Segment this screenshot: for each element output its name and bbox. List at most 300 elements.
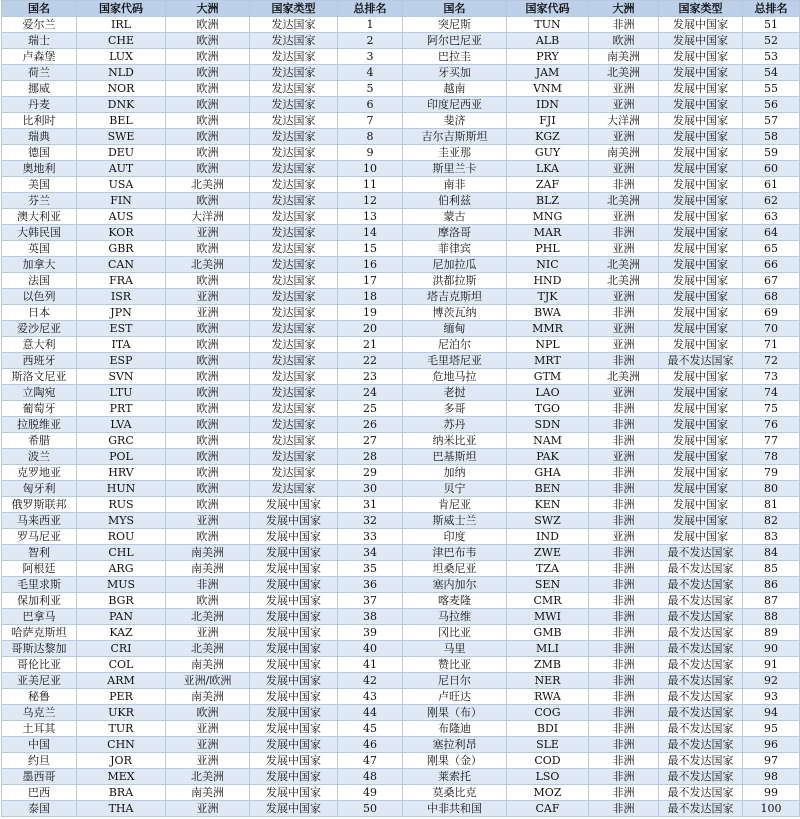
continent-cell: 非洲 [166, 577, 250, 593]
country-code-cell: BEN [507, 481, 589, 497]
table-row [2, 33, 800, 49]
rank-cell: 6 [338, 97, 403, 113]
country-name-cell: 塞内加尔 [403, 577, 507, 593]
country-type-cell: 发展中国家 [659, 273, 743, 289]
country-type-cell: 发达国家 [250, 337, 338, 353]
country-type-cell: 发达国家 [250, 145, 338, 161]
country-name-cell: 赞比亚 [403, 657, 507, 673]
country-code-cell: UKR [77, 705, 166, 721]
rank-cell: 84 [743, 545, 800, 561]
country-code-cell: TUN [507, 17, 589, 33]
table-row [2, 641, 800, 657]
table-row [2, 49, 800, 65]
rank-cell: 14 [338, 225, 403, 241]
country-code-cell: COG [507, 705, 589, 721]
header-row [2, 1, 800, 17]
table-row [2, 337, 800, 353]
country-type-cell: 最不发达国家 [659, 545, 743, 561]
rank-cell: 32 [338, 513, 403, 529]
table-row [2, 209, 800, 225]
country-name-cell: 罗马尼亚 [2, 529, 77, 545]
country-name-cell: 卢旺达 [403, 689, 507, 705]
country-name-cell: 爱尔兰 [2, 17, 77, 33]
country-code-cell: ARM [77, 673, 166, 689]
rank-cell: 2 [338, 33, 403, 49]
country-type-cell: 发达国家 [250, 353, 338, 369]
continent-cell: 欧洲 [589, 33, 659, 49]
table-row [2, 609, 800, 625]
rank-cell: 20 [338, 321, 403, 337]
country-type-cell: 发展中国家 [250, 657, 338, 673]
continent-cell: 非洲 [589, 481, 659, 497]
country-type-cell: 发展中国家 [659, 161, 743, 177]
rank-cell: 81 [743, 497, 800, 513]
table-row [2, 225, 800, 241]
country-type-cell: 发展中国家 [250, 801, 338, 817]
rank-cell: 74 [743, 385, 800, 401]
rank-cell: 62 [743, 193, 800, 209]
country-type-cell: 发达国家 [250, 161, 338, 177]
continent-cell: 欧洲 [166, 193, 250, 209]
country-name-cell: 印度尼西亚 [403, 97, 507, 113]
continent-cell: 非洲 [589, 513, 659, 529]
rank-cell: 57 [743, 113, 800, 129]
table-row [2, 577, 800, 593]
country-code-cell: CHE [77, 33, 166, 49]
country-name-cell: 尼加拉瓜 [403, 257, 507, 273]
country-code-cell: COD [507, 753, 589, 769]
table-row [2, 673, 800, 689]
continent-cell: 亚洲 [166, 225, 250, 241]
rank-cell: 73 [743, 369, 800, 385]
rank-cell: 30 [338, 481, 403, 497]
continent-cell: 欧洲 [166, 113, 250, 129]
country-name-cell: 乌克兰 [2, 705, 77, 721]
country-code-cell: MEX [77, 769, 166, 785]
country-type-cell: 最不发达国家 [659, 593, 743, 609]
continent-cell: 亚洲 [166, 721, 250, 737]
continent-cell: 亚洲 [166, 305, 250, 321]
table-row [2, 545, 800, 561]
country-type-cell: 最不发达国家 [659, 705, 743, 721]
country-type-cell: 发展中国家 [659, 129, 743, 145]
rank-cell: 95 [743, 721, 800, 737]
country-type-cell: 发展中国家 [250, 785, 338, 801]
country-code-cell: JOR [77, 753, 166, 769]
country-name-cell: 南非 [403, 177, 507, 193]
country-name-cell: 葡萄牙 [2, 401, 77, 417]
rank-cell: 24 [338, 385, 403, 401]
country-code-cell: SWE [77, 129, 166, 145]
country-code-cell: PRY [507, 49, 589, 65]
country-type-cell: 发展中国家 [659, 81, 743, 97]
continent-cell: 欧洲 [166, 321, 250, 337]
country-code-cell: NIC [507, 257, 589, 273]
continent-cell: 欧洲 [166, 417, 250, 433]
rank-cell: 43 [338, 689, 403, 705]
rank-cell: 26 [338, 417, 403, 433]
country-type-cell: 发展中国家 [659, 321, 743, 337]
country-type-cell: 发达国家 [250, 17, 338, 33]
country-type-cell: 发展中国家 [659, 289, 743, 305]
country-type-cell: 发达国家 [250, 193, 338, 209]
continent-cell: 欧洲 [166, 401, 250, 417]
country-name-cell: 大韩民国 [2, 225, 77, 241]
country-code-cell: TZA [507, 561, 589, 577]
country-type-cell: 最不发达国家 [659, 641, 743, 657]
continent-cell: 非洲 [589, 561, 659, 577]
country-name-cell: 英国 [2, 241, 77, 257]
country-type-cell: 发达国家 [250, 225, 338, 241]
continent-cell: 亚洲 [589, 449, 659, 465]
continent-cell: 亚洲 [589, 289, 659, 305]
country-type-cell: 最不发达国家 [659, 673, 743, 689]
country-type-cell: 发展中国家 [659, 209, 743, 225]
country-name-cell: 蒙古 [403, 209, 507, 225]
country-code-cell: CMR [507, 593, 589, 609]
country-name-cell: 西班牙 [2, 353, 77, 369]
country-code-cell: PHL [507, 241, 589, 257]
country-type-cell: 发达国家 [250, 401, 338, 417]
continent-cell: 欧洲 [166, 33, 250, 49]
table-row [2, 769, 800, 785]
country-code-cell: NER [507, 673, 589, 689]
header-country-name: 国名 [2, 1, 77, 17]
country-type-cell: 发达国家 [250, 241, 338, 257]
rank-cell: 71 [743, 337, 800, 353]
country-code-cell: JAM [507, 65, 589, 81]
country-ranking-table [1, 0, 800, 817]
country-name-cell: 斯威士兰 [403, 513, 507, 529]
rank-cell: 87 [743, 593, 800, 609]
country-type-cell: 最不发达国家 [659, 801, 743, 817]
rank-cell: 34 [338, 545, 403, 561]
country-name-cell: 伯利兹 [403, 193, 507, 209]
rank-cell: 25 [338, 401, 403, 417]
country-type-cell: 发展中国家 [659, 65, 743, 81]
table-row [2, 65, 800, 81]
country-code-cell: ZAF [507, 177, 589, 193]
country-code-cell: FJI [507, 113, 589, 129]
country-code-cell: FIN [77, 193, 166, 209]
country-type-cell: 发展中国家 [659, 193, 743, 209]
country-type-cell: 发展中国家 [250, 753, 338, 769]
country-name-cell: 毛里塔尼亚 [403, 353, 507, 369]
continent-cell: 欧洲 [166, 65, 250, 81]
country-code-cell: NLD [77, 65, 166, 81]
continent-cell: 北美洲 [589, 257, 659, 273]
country-name-cell: 约旦 [2, 753, 77, 769]
header-continent: 大洲 [589, 1, 659, 17]
country-code-cell: CAF [507, 801, 589, 817]
country-name-cell: 摩洛哥 [403, 225, 507, 241]
rank-cell: 76 [743, 417, 800, 433]
country-name-cell: 爱沙尼亚 [2, 321, 77, 337]
rank-cell: 41 [338, 657, 403, 673]
country-name-cell: 巴西 [2, 785, 77, 801]
country-name-cell: 阿尔巴尼亚 [403, 33, 507, 49]
rank-cell: 94 [743, 705, 800, 721]
country-name-cell: 俄罗斯联邦 [2, 497, 77, 513]
country-type-cell: 最不发达国家 [659, 657, 743, 673]
continent-cell: 欧洲 [166, 465, 250, 481]
country-code-cell: GUY [507, 145, 589, 161]
country-code-cell: GHA [507, 465, 589, 481]
country-code-cell: CHL [77, 545, 166, 561]
rank-cell: 60 [743, 161, 800, 177]
rank-cell: 11 [338, 177, 403, 193]
country-type-cell: 发展中国家 [659, 513, 743, 529]
country-type-cell: 最不发达国家 [659, 689, 743, 705]
rank-cell: 66 [743, 257, 800, 273]
country-code-cell: BGR [77, 593, 166, 609]
country-code-cell: LUX [77, 49, 166, 65]
country-type-cell: 发展中国家 [659, 337, 743, 353]
continent-cell: 非洲 [589, 785, 659, 801]
country-code-cell: GRC [77, 433, 166, 449]
continent-cell: 非洲 [589, 673, 659, 689]
country-code-cell: CRI [77, 641, 166, 657]
continent-cell: 欧洲 [166, 433, 250, 449]
country-type-cell: 发达国家 [250, 305, 338, 321]
country-code-cell: GTM [507, 369, 589, 385]
country-code-cell: PAN [77, 609, 166, 625]
country-code-cell: GBR [77, 241, 166, 257]
rank-cell: 29 [338, 465, 403, 481]
country-type-cell: 发展中国家 [659, 497, 743, 513]
country-name-cell: 卢森堡 [2, 49, 77, 65]
rank-cell: 93 [743, 689, 800, 705]
country-type-cell: 发展中国家 [659, 49, 743, 65]
country-name-cell: 加拿大 [2, 257, 77, 273]
country-type-cell: 发展中国家 [659, 433, 743, 449]
continent-cell: 非洲 [589, 577, 659, 593]
country-type-cell: 发达国家 [250, 273, 338, 289]
rank-cell: 100 [743, 801, 800, 817]
continent-cell: 大洋洲 [166, 209, 250, 225]
country-code-cell: PRT [77, 401, 166, 417]
continent-cell: 欧洲 [166, 17, 250, 33]
country-name-cell: 菲律宾 [403, 241, 507, 257]
continent-cell: 非洲 [589, 465, 659, 481]
table-row [2, 17, 800, 33]
table-row [2, 273, 800, 289]
country-code-cell: ARG [77, 561, 166, 577]
continent-cell: 欧洲 [166, 161, 250, 177]
header-continent: 大洲 [166, 1, 250, 17]
rank-cell: 18 [338, 289, 403, 305]
country-name-cell: 德国 [2, 145, 77, 161]
country-type-cell: 发达国家 [250, 321, 338, 337]
table-row [2, 401, 800, 417]
header-overall-rank: 总排名 [338, 1, 403, 17]
continent-cell: 亚洲 [589, 321, 659, 337]
country-name-cell: 墨西哥 [2, 769, 77, 785]
country-code-cell: DEU [77, 145, 166, 161]
continent-cell: 北美洲 [166, 257, 250, 273]
country-code-cell: IDN [507, 97, 589, 113]
country-type-cell: 发展中国家 [250, 641, 338, 657]
continent-cell: 南美洲 [166, 561, 250, 577]
country-name-cell: 毛里求斯 [2, 577, 77, 593]
country-name-cell: 哥伦比亚 [2, 657, 77, 673]
rank-cell: 59 [743, 145, 800, 161]
rank-cell: 55 [743, 81, 800, 97]
country-code-cell: USA [77, 177, 166, 193]
rank-cell: 78 [743, 449, 800, 465]
country-code-cell: BLZ [507, 193, 589, 209]
rank-cell: 22 [338, 353, 403, 369]
table-row [2, 289, 800, 305]
table-row [2, 193, 800, 209]
rank-cell: 50 [338, 801, 403, 817]
country-name-cell: 哥斯达黎加 [2, 641, 77, 657]
rank-cell: 19 [338, 305, 403, 321]
rank-cell: 85 [743, 561, 800, 577]
rank-cell: 28 [338, 449, 403, 465]
continent-cell: 亚洲 [589, 97, 659, 113]
table-row [2, 241, 800, 257]
country-type-cell: 发展中国家 [659, 241, 743, 257]
rank-cell: 38 [338, 609, 403, 625]
continent-cell: 非洲 [589, 177, 659, 193]
continent-cell: 南美洲 [589, 49, 659, 65]
country-type-cell: 发展中国家 [250, 513, 338, 529]
country-type-cell: 发达国家 [250, 433, 338, 449]
country-name-cell: 丹麦 [2, 97, 77, 113]
rank-cell: 39 [338, 625, 403, 641]
country-code-cell: MWI [507, 609, 589, 625]
country-type-cell: 发展中国家 [250, 593, 338, 609]
continent-cell: 非洲 [589, 17, 659, 33]
country-code-cell: SWZ [507, 513, 589, 529]
country-name-cell: 泰国 [2, 801, 77, 817]
rank-cell: 98 [743, 769, 800, 785]
country-name-cell: 土耳其 [2, 721, 77, 737]
table-row [2, 385, 800, 401]
country-type-cell: 发展中国家 [659, 305, 743, 321]
country-type-cell: 发展中国家 [659, 417, 743, 433]
country-type-cell: 最不发达国家 [659, 737, 743, 753]
continent-cell: 亚洲 [589, 385, 659, 401]
country-name-cell: 尼日尔 [403, 673, 507, 689]
country-code-cell: CHN [77, 737, 166, 753]
country-type-cell: 发展中国家 [250, 625, 338, 641]
continent-cell: 北美洲 [589, 273, 659, 289]
rank-cell: 90 [743, 641, 800, 657]
continent-cell: 南美洲 [166, 545, 250, 561]
header-country-type: 国家类型 [250, 1, 338, 17]
country-code-cell: AUS [77, 209, 166, 225]
table-row [2, 129, 800, 145]
rank-cell: 64 [743, 225, 800, 241]
country-name-cell: 纳米比亚 [403, 433, 507, 449]
continent-cell: 亚洲 [166, 753, 250, 769]
country-code-cell: JPN [77, 305, 166, 321]
country-code-cell: ISR [77, 289, 166, 305]
country-type-cell: 发展中国家 [659, 449, 743, 465]
continent-cell: 亚洲 [166, 289, 250, 305]
continent-cell: 非洲 [589, 737, 659, 753]
country-type-cell: 发展中国家 [250, 561, 338, 577]
rank-cell: 75 [743, 401, 800, 417]
continent-cell: 欧洲 [166, 369, 250, 385]
country-name-cell: 肯尼亚 [403, 497, 507, 513]
rank-cell: 13 [338, 209, 403, 225]
country-code-cell: NPL [507, 337, 589, 353]
country-name-cell: 奥地利 [2, 161, 77, 177]
country-type-cell: 发达国家 [250, 49, 338, 65]
country-type-cell: 发展中国家 [250, 721, 338, 737]
country-code-cell: MNG [507, 209, 589, 225]
country-name-cell: 缅甸 [403, 321, 507, 337]
country-name-cell: 澳大利亚 [2, 209, 77, 225]
country-name-cell: 莱索托 [403, 769, 507, 785]
rank-cell: 5 [338, 81, 403, 97]
country-code-cell: TJK [507, 289, 589, 305]
table-row [2, 625, 800, 641]
country-code-cell: ITA [77, 337, 166, 353]
country-name-cell: 喀麦隆 [403, 593, 507, 609]
country-name-cell: 美国 [2, 177, 77, 193]
country-code-cell: CAN [77, 257, 166, 273]
table-row [2, 305, 800, 321]
continent-cell: 欧洲 [166, 337, 250, 353]
continent-cell: 欧洲 [166, 273, 250, 289]
country-name-cell: 刚果（金） [403, 753, 507, 769]
continent-cell: 亚洲 [589, 129, 659, 145]
country-type-cell: 发达国家 [250, 257, 338, 273]
continent-cell: 非洲 [589, 625, 659, 641]
rank-cell: 70 [743, 321, 800, 337]
rank-cell: 68 [743, 289, 800, 305]
country-code-cell: ZWE [507, 545, 589, 561]
country-name-cell: 多哥 [403, 401, 507, 417]
rank-cell: 51 [743, 17, 800, 33]
country-type-cell: 发达国家 [250, 129, 338, 145]
rank-cell: 86 [743, 577, 800, 593]
country-code-cell: MLI [507, 641, 589, 657]
continent-cell: 南美洲 [166, 657, 250, 673]
country-code-cell: TUR [77, 721, 166, 737]
rank-cell: 91 [743, 657, 800, 673]
country-code-cell: ROU [77, 529, 166, 545]
continent-cell: 非洲 [589, 689, 659, 705]
country-code-cell: POL [77, 449, 166, 465]
continent-cell: 欧洲 [166, 145, 250, 161]
country-type-cell: 发展中国家 [250, 545, 338, 561]
country-name-cell: 中非共和国 [403, 801, 507, 817]
country-code-cell: LKA [507, 161, 589, 177]
table-row [2, 689, 800, 705]
rank-cell: 99 [743, 785, 800, 801]
country-type-cell: 发展中国家 [659, 529, 743, 545]
table-row [2, 561, 800, 577]
rank-cell: 48 [338, 769, 403, 785]
table-body [2, 17, 800, 817]
table-row [2, 497, 800, 513]
country-name-cell: 秘鲁 [2, 689, 77, 705]
continent-cell: 北美洲 [166, 609, 250, 625]
continent-cell: 非洲 [589, 225, 659, 241]
country-name-cell: 亚美尼亚 [2, 673, 77, 689]
table-row [2, 593, 800, 609]
country-name-cell: 日本 [2, 305, 77, 321]
table-row [2, 753, 800, 769]
rank-cell: 46 [338, 737, 403, 753]
country-code-cell: LAO [507, 385, 589, 401]
country-code-cell: SDN [507, 417, 589, 433]
